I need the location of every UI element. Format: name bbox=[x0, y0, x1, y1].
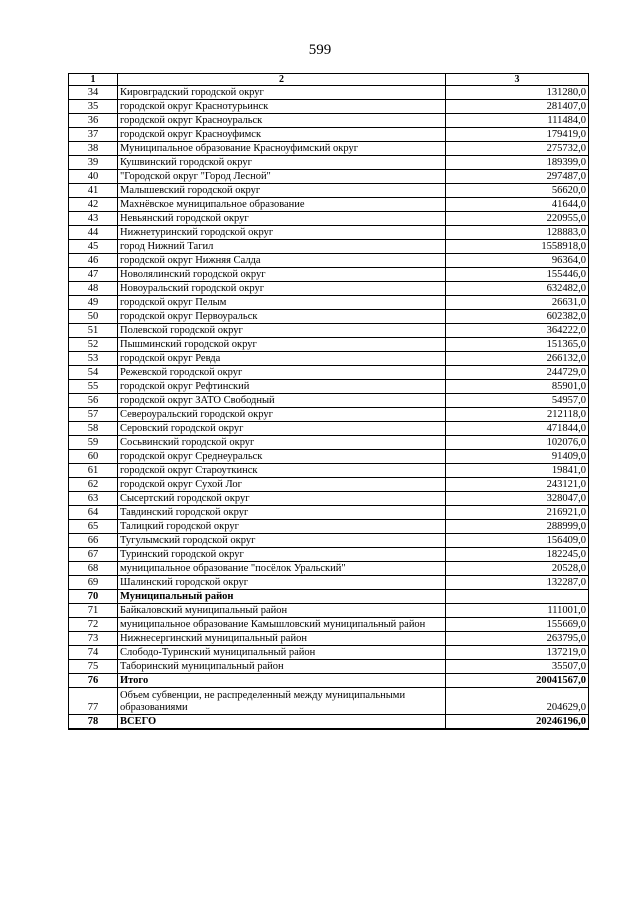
row-number: 73 bbox=[69, 632, 118, 646]
table-row bbox=[69, 296, 589, 310]
table-row bbox=[69, 352, 589, 366]
table-row bbox=[69, 380, 589, 394]
municipality-name: Пышминский городской округ bbox=[118, 338, 446, 352]
table-row bbox=[69, 618, 589, 632]
table-row bbox=[69, 338, 589, 352]
row-number: 75 bbox=[69, 660, 118, 674]
table-row bbox=[69, 212, 589, 226]
municipality-name: Тугулымский городской округ bbox=[118, 534, 446, 548]
subvention-amount: 263795,0 bbox=[446, 632, 589, 646]
subvention-amount: 216921,0 bbox=[446, 506, 589, 520]
municipality-name: Слободо-Туринский муниципальный район bbox=[118, 646, 446, 660]
table-row bbox=[69, 492, 589, 506]
municipality-name: Талицкий городской округ bbox=[118, 520, 446, 534]
municipality-name: городской округ Староуткинск bbox=[118, 464, 446, 478]
subvention-amount: 151365,0 bbox=[446, 338, 589, 352]
municipality-name: городской округ Ревда bbox=[118, 352, 446, 366]
row-number: 65 bbox=[69, 520, 118, 534]
municipality-name: Полевской городской округ bbox=[118, 324, 446, 338]
row-number: 51 bbox=[69, 324, 118, 338]
municipality-name: Новоуральский городской округ bbox=[118, 282, 446, 296]
row-number: 38 bbox=[69, 142, 118, 156]
subvention-amount: 155669,0 bbox=[446, 618, 589, 632]
table-row bbox=[69, 464, 589, 478]
row-number: 35 bbox=[69, 100, 118, 114]
row-number: 45 bbox=[69, 240, 118, 254]
subvention-amount: 111001,0 bbox=[446, 604, 589, 618]
subvention-amount: 41644,0 bbox=[446, 198, 589, 212]
subvention-amount: 102076,0 bbox=[446, 436, 589, 450]
municipality-name: Итого bbox=[118, 674, 446, 688]
table-row bbox=[69, 394, 589, 408]
subvention-amount: 243121,0 bbox=[446, 478, 589, 492]
subvention-amount: 244729,0 bbox=[446, 366, 589, 380]
municipality-name: Североуральский городской округ bbox=[118, 408, 446, 422]
row-number: 63 bbox=[69, 492, 118, 506]
subvention-amount: 156409,0 bbox=[446, 534, 589, 548]
subvention-amount: 266132,0 bbox=[446, 352, 589, 366]
table-row bbox=[69, 170, 589, 184]
table-row bbox=[69, 240, 589, 254]
table-row bbox=[69, 506, 589, 520]
table-row bbox=[69, 632, 589, 646]
row-number: 68 bbox=[69, 562, 118, 576]
table-row bbox=[69, 478, 589, 492]
table-row bbox=[69, 156, 589, 170]
subvention-amount: 128883,0 bbox=[446, 226, 589, 240]
subvention-amount: 54957,0 bbox=[446, 394, 589, 408]
table-row bbox=[69, 576, 589, 590]
subvention-amount: 212118,0 bbox=[446, 408, 589, 422]
municipality-name: городской округ Пелым bbox=[118, 296, 446, 310]
row-number: 50 bbox=[69, 310, 118, 324]
subvention-amount: 1558918,0 bbox=[446, 240, 589, 254]
subvention-amount: 179419,0 bbox=[446, 128, 589, 142]
row-number: 74 bbox=[69, 646, 118, 660]
row-number: 77 bbox=[69, 688, 118, 715]
table-header-row bbox=[69, 74, 589, 86]
row-number: 53 bbox=[69, 352, 118, 366]
municipality-name: город Нижний Тагил bbox=[118, 240, 446, 254]
subvention-amount: 91409,0 bbox=[446, 450, 589, 464]
municipality-name: городской округ Среднеуральск bbox=[118, 450, 446, 464]
row-number: 54 bbox=[69, 366, 118, 380]
municipality-name: Малышевский городской округ bbox=[118, 184, 446, 198]
subvention-amount: 96364,0 bbox=[446, 254, 589, 268]
subvention-amount bbox=[446, 590, 589, 604]
subvention-amount: 20528,0 bbox=[446, 562, 589, 576]
municipality-name: городской округ Нижняя Салда bbox=[118, 254, 446, 268]
table-row bbox=[69, 660, 589, 674]
table-row bbox=[69, 310, 589, 324]
table-row bbox=[69, 184, 589, 198]
table-row bbox=[69, 604, 589, 618]
municipality-name: Туринский городской округ bbox=[118, 548, 446, 562]
municipality-name: Кировградский городской округ bbox=[118, 86, 446, 100]
subvention-amount: 602382,0 bbox=[446, 310, 589, 324]
row-number: 69 bbox=[69, 576, 118, 590]
municipality-name: Кушвинский городской округ bbox=[118, 156, 446, 170]
row-number: 49 bbox=[69, 296, 118, 310]
row-number: 41 bbox=[69, 184, 118, 198]
municipality-name: Сысертский городской округ bbox=[118, 492, 446, 506]
table-row bbox=[69, 254, 589, 268]
table-row bbox=[69, 562, 589, 576]
subvention-amount: 111484,0 bbox=[446, 114, 589, 128]
municipality-name: Невьянский городской округ bbox=[118, 212, 446, 226]
subvention-amount: 182245,0 bbox=[446, 548, 589, 562]
municipality-name: городской округ ЗАТО Свободный bbox=[118, 394, 446, 408]
municipality-name: городской округ Красноуральск bbox=[118, 114, 446, 128]
row-number: 37 bbox=[69, 128, 118, 142]
table-row bbox=[69, 590, 589, 604]
subvention-amount: 328047,0 bbox=[446, 492, 589, 506]
municipality-name: Махнёвское муниципальное образование bbox=[118, 198, 446, 212]
municipality-name: Новолялинский городской округ bbox=[118, 268, 446, 282]
subvention-amount: 35507,0 bbox=[446, 660, 589, 674]
row-number: 44 bbox=[69, 226, 118, 240]
row-number: 40 bbox=[69, 170, 118, 184]
table-row bbox=[69, 646, 589, 660]
subvention-amount: 20246196,0 bbox=[446, 715, 589, 730]
table-row bbox=[69, 450, 589, 464]
table-row bbox=[69, 548, 589, 562]
municipality-name: Нижнесергинский муниципальный район bbox=[118, 632, 446, 646]
subvention-amount: 220955,0 bbox=[446, 212, 589, 226]
subvention-amount: 20041567,0 bbox=[446, 674, 589, 688]
table-body bbox=[69, 86, 589, 730]
table-row bbox=[69, 86, 589, 100]
subvention-amount: 281407,0 bbox=[446, 100, 589, 114]
municipality-name: городской округ Сухой Лог bbox=[118, 478, 446, 492]
subvention-table bbox=[68, 73, 589, 730]
table-row bbox=[69, 100, 589, 114]
table-row bbox=[69, 198, 589, 212]
subvention-amount: 275732,0 bbox=[446, 142, 589, 156]
subvention-amount: 204629,0 bbox=[446, 688, 589, 715]
municipality-name: Таборинский муниципальный район bbox=[118, 660, 446, 674]
municipality-name: Серовский городской округ bbox=[118, 422, 446, 436]
municipality-name: городской округ Рефтинский bbox=[118, 380, 446, 394]
municipality-name: Шалинский городской округ bbox=[118, 576, 446, 590]
municipality-name: Байкаловский муниципальный район bbox=[118, 604, 446, 618]
municipality-name: городской округ Первоуральск bbox=[118, 310, 446, 324]
subvention-amount: 85901,0 bbox=[446, 380, 589, 394]
row-number: 58 bbox=[69, 422, 118, 436]
row-number: 72 bbox=[69, 618, 118, 632]
table-row bbox=[69, 436, 589, 450]
row-number: 43 bbox=[69, 212, 118, 226]
row-number: 62 bbox=[69, 478, 118, 492]
municipality-name: "Городской округ "Город Лесной" bbox=[118, 170, 446, 184]
row-number: 39 bbox=[69, 156, 118, 170]
row-number: 76 bbox=[69, 674, 118, 688]
row-number: 57 bbox=[69, 408, 118, 422]
table-row bbox=[69, 366, 589, 380]
table-row bbox=[69, 282, 589, 296]
subvention-amount: 137219,0 bbox=[446, 646, 589, 660]
subvention-amount: 26631,0 bbox=[446, 296, 589, 310]
subvention-amount: 131280,0 bbox=[446, 86, 589, 100]
municipality-name: Тавдинский городской округ bbox=[118, 506, 446, 520]
subvention-amount: 297487,0 bbox=[446, 170, 589, 184]
municipality-name: муниципальное образование Камышловский муниципальный район bbox=[118, 618, 446, 632]
table-row bbox=[69, 142, 589, 156]
column-header-number: 1 bbox=[69, 74, 118, 86]
row-number: 71 bbox=[69, 604, 118, 618]
municipality-name: Муниципальный район bbox=[118, 590, 446, 604]
table-row bbox=[69, 715, 589, 730]
page-number: 599 bbox=[308, 42, 332, 58]
municipality-name: муниципальное образование "посёлок Уральский" bbox=[118, 562, 446, 576]
subvention-amount: 189399,0 bbox=[446, 156, 589, 170]
row-number: 48 bbox=[69, 282, 118, 296]
row-number: 66 bbox=[69, 534, 118, 548]
municipality-name: Объем субвенции, не распределенный между муниципальными образованиями bbox=[118, 688, 446, 715]
subvention-amount: 19841,0 bbox=[446, 464, 589, 478]
table-row bbox=[69, 408, 589, 422]
row-number: 47 bbox=[69, 268, 118, 282]
table-row bbox=[69, 520, 589, 534]
table-row bbox=[69, 324, 589, 338]
subvention-amount: 471844,0 bbox=[446, 422, 589, 436]
municipality-name: городской округ Краснотурьинск bbox=[118, 100, 446, 114]
row-number: 55 bbox=[69, 380, 118, 394]
column-header-amount: 3 bbox=[446, 74, 589, 86]
subvention-amount: 288999,0 bbox=[446, 520, 589, 534]
row-number: 67 bbox=[69, 548, 118, 562]
row-number: 46 bbox=[69, 254, 118, 268]
row-number: 70 bbox=[69, 590, 118, 604]
row-number: 64 bbox=[69, 506, 118, 520]
municipality-name: Нижнетуринский городской округ bbox=[118, 226, 446, 240]
row-number: 59 bbox=[69, 436, 118, 450]
municipality-name: Сосьвинский городской округ bbox=[118, 436, 446, 450]
table-row bbox=[69, 674, 589, 688]
row-number: 78 bbox=[69, 715, 118, 730]
row-number: 52 bbox=[69, 338, 118, 352]
municipality-name: городской округ Красноуфимск bbox=[118, 128, 446, 142]
table-row bbox=[69, 268, 589, 282]
subvention-amount: 632482,0 bbox=[446, 282, 589, 296]
column-header-name: 2 bbox=[118, 74, 446, 86]
row-number: 56 bbox=[69, 394, 118, 408]
row-number: 60 bbox=[69, 450, 118, 464]
table-row bbox=[69, 422, 589, 436]
table-row bbox=[69, 534, 589, 548]
row-number: 36 bbox=[69, 114, 118, 128]
municipality-name: Муниципальное образование Красноуфимский округ bbox=[118, 142, 446, 156]
table-row bbox=[69, 688, 589, 715]
table-row bbox=[69, 114, 589, 128]
table-row bbox=[69, 128, 589, 142]
subvention-amount: 56620,0 bbox=[446, 184, 589, 198]
table-row bbox=[69, 226, 589, 240]
subvention-amount: 364222,0 bbox=[446, 324, 589, 338]
row-number: 34 bbox=[69, 86, 118, 100]
subvention-amount: 132287,0 bbox=[446, 576, 589, 590]
municipality-name: Режевской городской округ bbox=[118, 366, 446, 380]
municipality-name: ВСЕГО bbox=[118, 715, 446, 730]
row-number: 61 bbox=[69, 464, 118, 478]
row-number: 42 bbox=[69, 198, 118, 212]
subvention-amount: 155446,0 bbox=[446, 268, 589, 282]
